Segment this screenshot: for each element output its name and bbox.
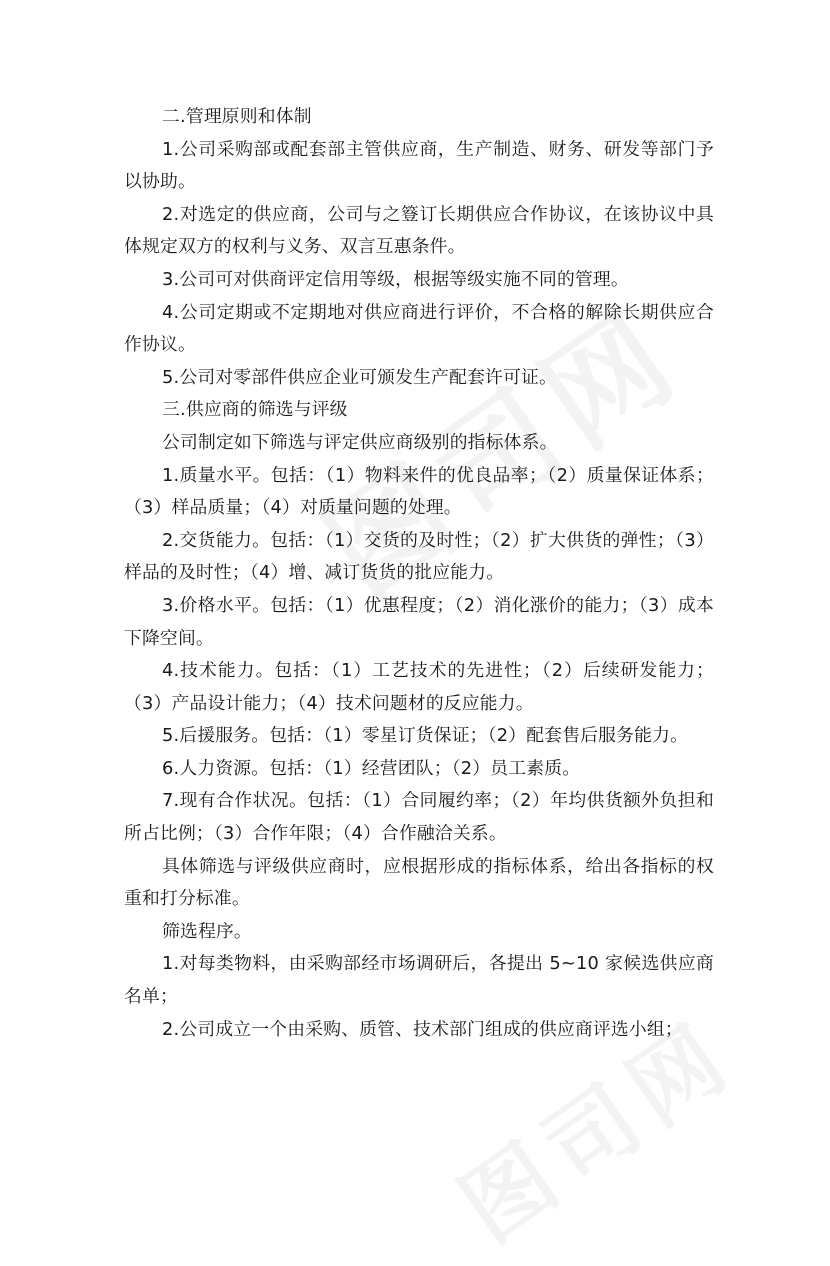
paragraph: 5.公司对零部件供应企业可颁发生产配套许可证。	[162, 366, 557, 388]
paragraph: 2.交货能力。包括：（1）交货的及时性；（2）扩大供货的弹性；（3）样品的及时性；（4）增、减订货货的批应能力。	[124, 529, 714, 584]
paragraph: 公司制定如下筛选与评定供应商级别的指标体系。	[162, 431, 558, 453]
paragraph: 4.公司定期或不定期地对供应商进行评价，不合格的解除长期供应合作协议。	[124, 301, 714, 356]
document-body	[124, 101, 714, 1046]
paragraph: 7.现有合作状况。包括：（1）合同履约率；（2）年均供货额外负担和所占比例；（3）合作年限；（4）合作融洽关系。	[124, 790, 714, 845]
paragraph: 1.对每类物料，由采购部经市场调研后，各提出 5~10 家候选供应商名单；	[124, 953, 714, 1008]
paragraph: 4.技术能力。包括：（1）工艺技术的先进性；（2）后续研发能力；（3）产品设计能力；（4）技术问题材的反应能力。	[124, 660, 714, 714]
section-heading: 二.管理原则和体制	[162, 106, 312, 127]
paragraph: 筛选程序。	[162, 920, 252, 942]
paragraph: 1.公司采购部或配套部主管供应商，生产制造、财务、研发等部门予以协助。	[124, 138, 714, 193]
paragraph: 3.公司可对供商评定信用等级，根据等级实施不同的管理。	[162, 268, 629, 290]
paragraph: 6.人力资源。包括：（1）经营团队；（2）员工素质。	[162, 757, 581, 779]
paragraph: 2.公司成立一个由采购、质管、技术部门组成的供应商评选小组；	[162, 1018, 683, 1040]
paragraph: 1.质量水平。包括：（1）物料来件的优良品率；（2）质量保证体系；（3）样品质量；（4）对质量问题的处理。	[124, 464, 714, 519]
paragraph: 5.后援服务。包括：（1）零星订货保证；（2）配套售后服务能力。	[162, 725, 689, 747]
paragraph: 具体筛选与评级供应商时，应根据形成的指标体系，给出各指标的权重和打分标准。	[124, 855, 714, 910]
paragraph: 2.对选定的供应商，公司与之簦订长期供应合作协议，在该协议中具体规定双方的权利与义务、双言互惠条件。	[124, 203, 714, 258]
section-heading: 三.供应商的筛选与评级	[162, 399, 348, 421]
paragraph: 3.价格水平。包括：（1）优惠程度；（2）消化涨价的能力；（3）成本下降空间。	[124, 594, 714, 649]
